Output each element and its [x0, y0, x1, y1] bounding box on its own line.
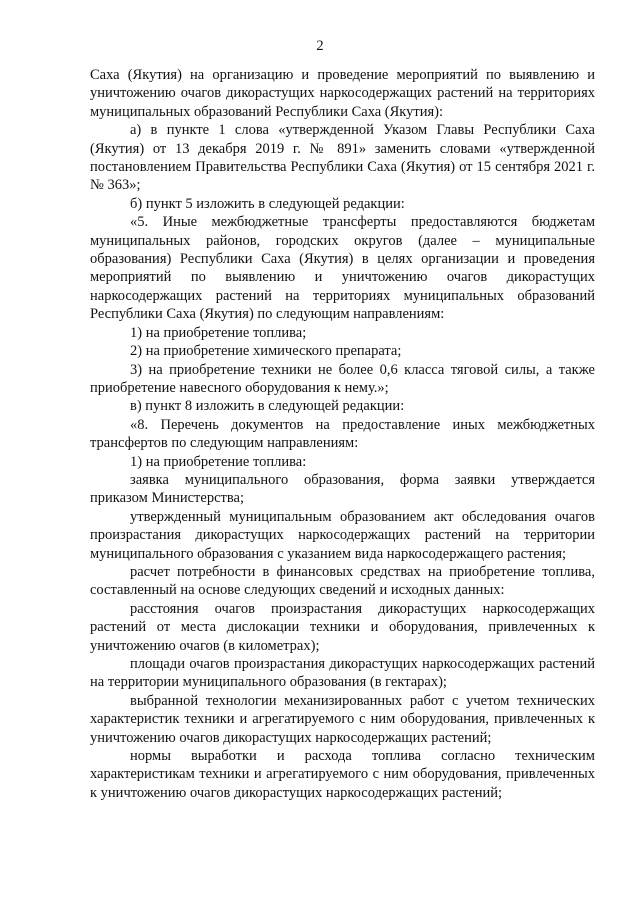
paragraph-6: 2) на приобретение химического препарата; — [130, 343, 402, 360]
paragraph-16: выбранной технологии механизированных работ с учетом технических характеристик техники и агрегатируемого с ним оборудования, привлеченных к уничтожению очагов дикорастущих наркосодержащих растений; — [90, 692, 595, 746]
paragraph-1: Саха (Якутия) на организацию и проведение мероприятий по выявлению и уничтожению очагов дикорастущих наркосодержащих растений на территориях муниципальных образований Республики Саха (Якутия): — [90, 67, 595, 120]
paragraph-10: 1) на приобретение топлива: — [130, 453, 307, 470]
paragraph-14: расстояния очагов произрастания дикорастущих наркосодержащих растений от места дислокации техники и оборудования, привлеченных к уничтожению очагов (в километрах); — [90, 600, 595, 654]
paragraph-2: а) в пункте 1 слова «утвержденной Указом Главы Республики Саха (Якутия) от 13 декабря 2019 г. № 891» заменить словами «утвержденной постановлением Правительства Республики Саха (Якутия) от 15 сентября 2021 г. № 363»; — [90, 122, 595, 194]
paragraph-13: расчет потребности в финансовых средствах на приобретение топлива, составленный на основе следующих сведений и исходных данных: — [90, 563, 595, 599]
paragraph-8: в) пункт 8 изложить в следующей редакции: — [130, 398, 405, 415]
paragraph-4: «5. Иные межбюджетные трансферты предоставляются бюджетам муниципальных районов, городских округов (далее – муниципальные образования) Республики Саха (Якутия) в целях организации и проведения мероприятий по выявлению и уничтожению очагов дикорастущих наркосодержащих растений на территориях муниципальных образований Республики Саха (Якутия) по следующим направлениям: — [90, 214, 595, 323]
document-body — [90, 66, 595, 802]
paragraph-7: 3) на приобретение техники не более 0,6 класса тяговой силы, а также приобретение навесного оборудования к нему.»; — [90, 361, 595, 396]
paragraph-12: утвержденный муниципальным образованием акт обследования очагов произрастания дикорастущих наркосодержащих растений на территории муниципального образования с указанием вида наркосодержащего растения; — [90, 508, 595, 562]
page-number: 2 — [316, 38, 324, 54]
paragraph-15: площади очагов произрастания дикорастущих наркосодержащих растений на территории муниципального образования (в гектарах); — [90, 656, 595, 691]
paragraph-11: заявка муниципального образования, форма заявки утверждается приказом Министерства; — [90, 471, 595, 507]
paragraph-9: «8. Перечень документов на предоставление иных межбюджетных трансфертов по следующим направлениям: — [90, 416, 595, 452]
paragraph-3: б) пункт 5 изложить в следующей редакции: — [130, 195, 405, 212]
paragraph-5: 1) на приобретение топлива; — [130, 324, 307, 341]
paragraph-17: нормы выработки и расхода топлива согласно техническим характеристикам техники и агрегатируемого с ним оборудования, привлеченных к уничтожению очагов дикорастущих наркосодержащих растений; — [90, 748, 595, 801]
